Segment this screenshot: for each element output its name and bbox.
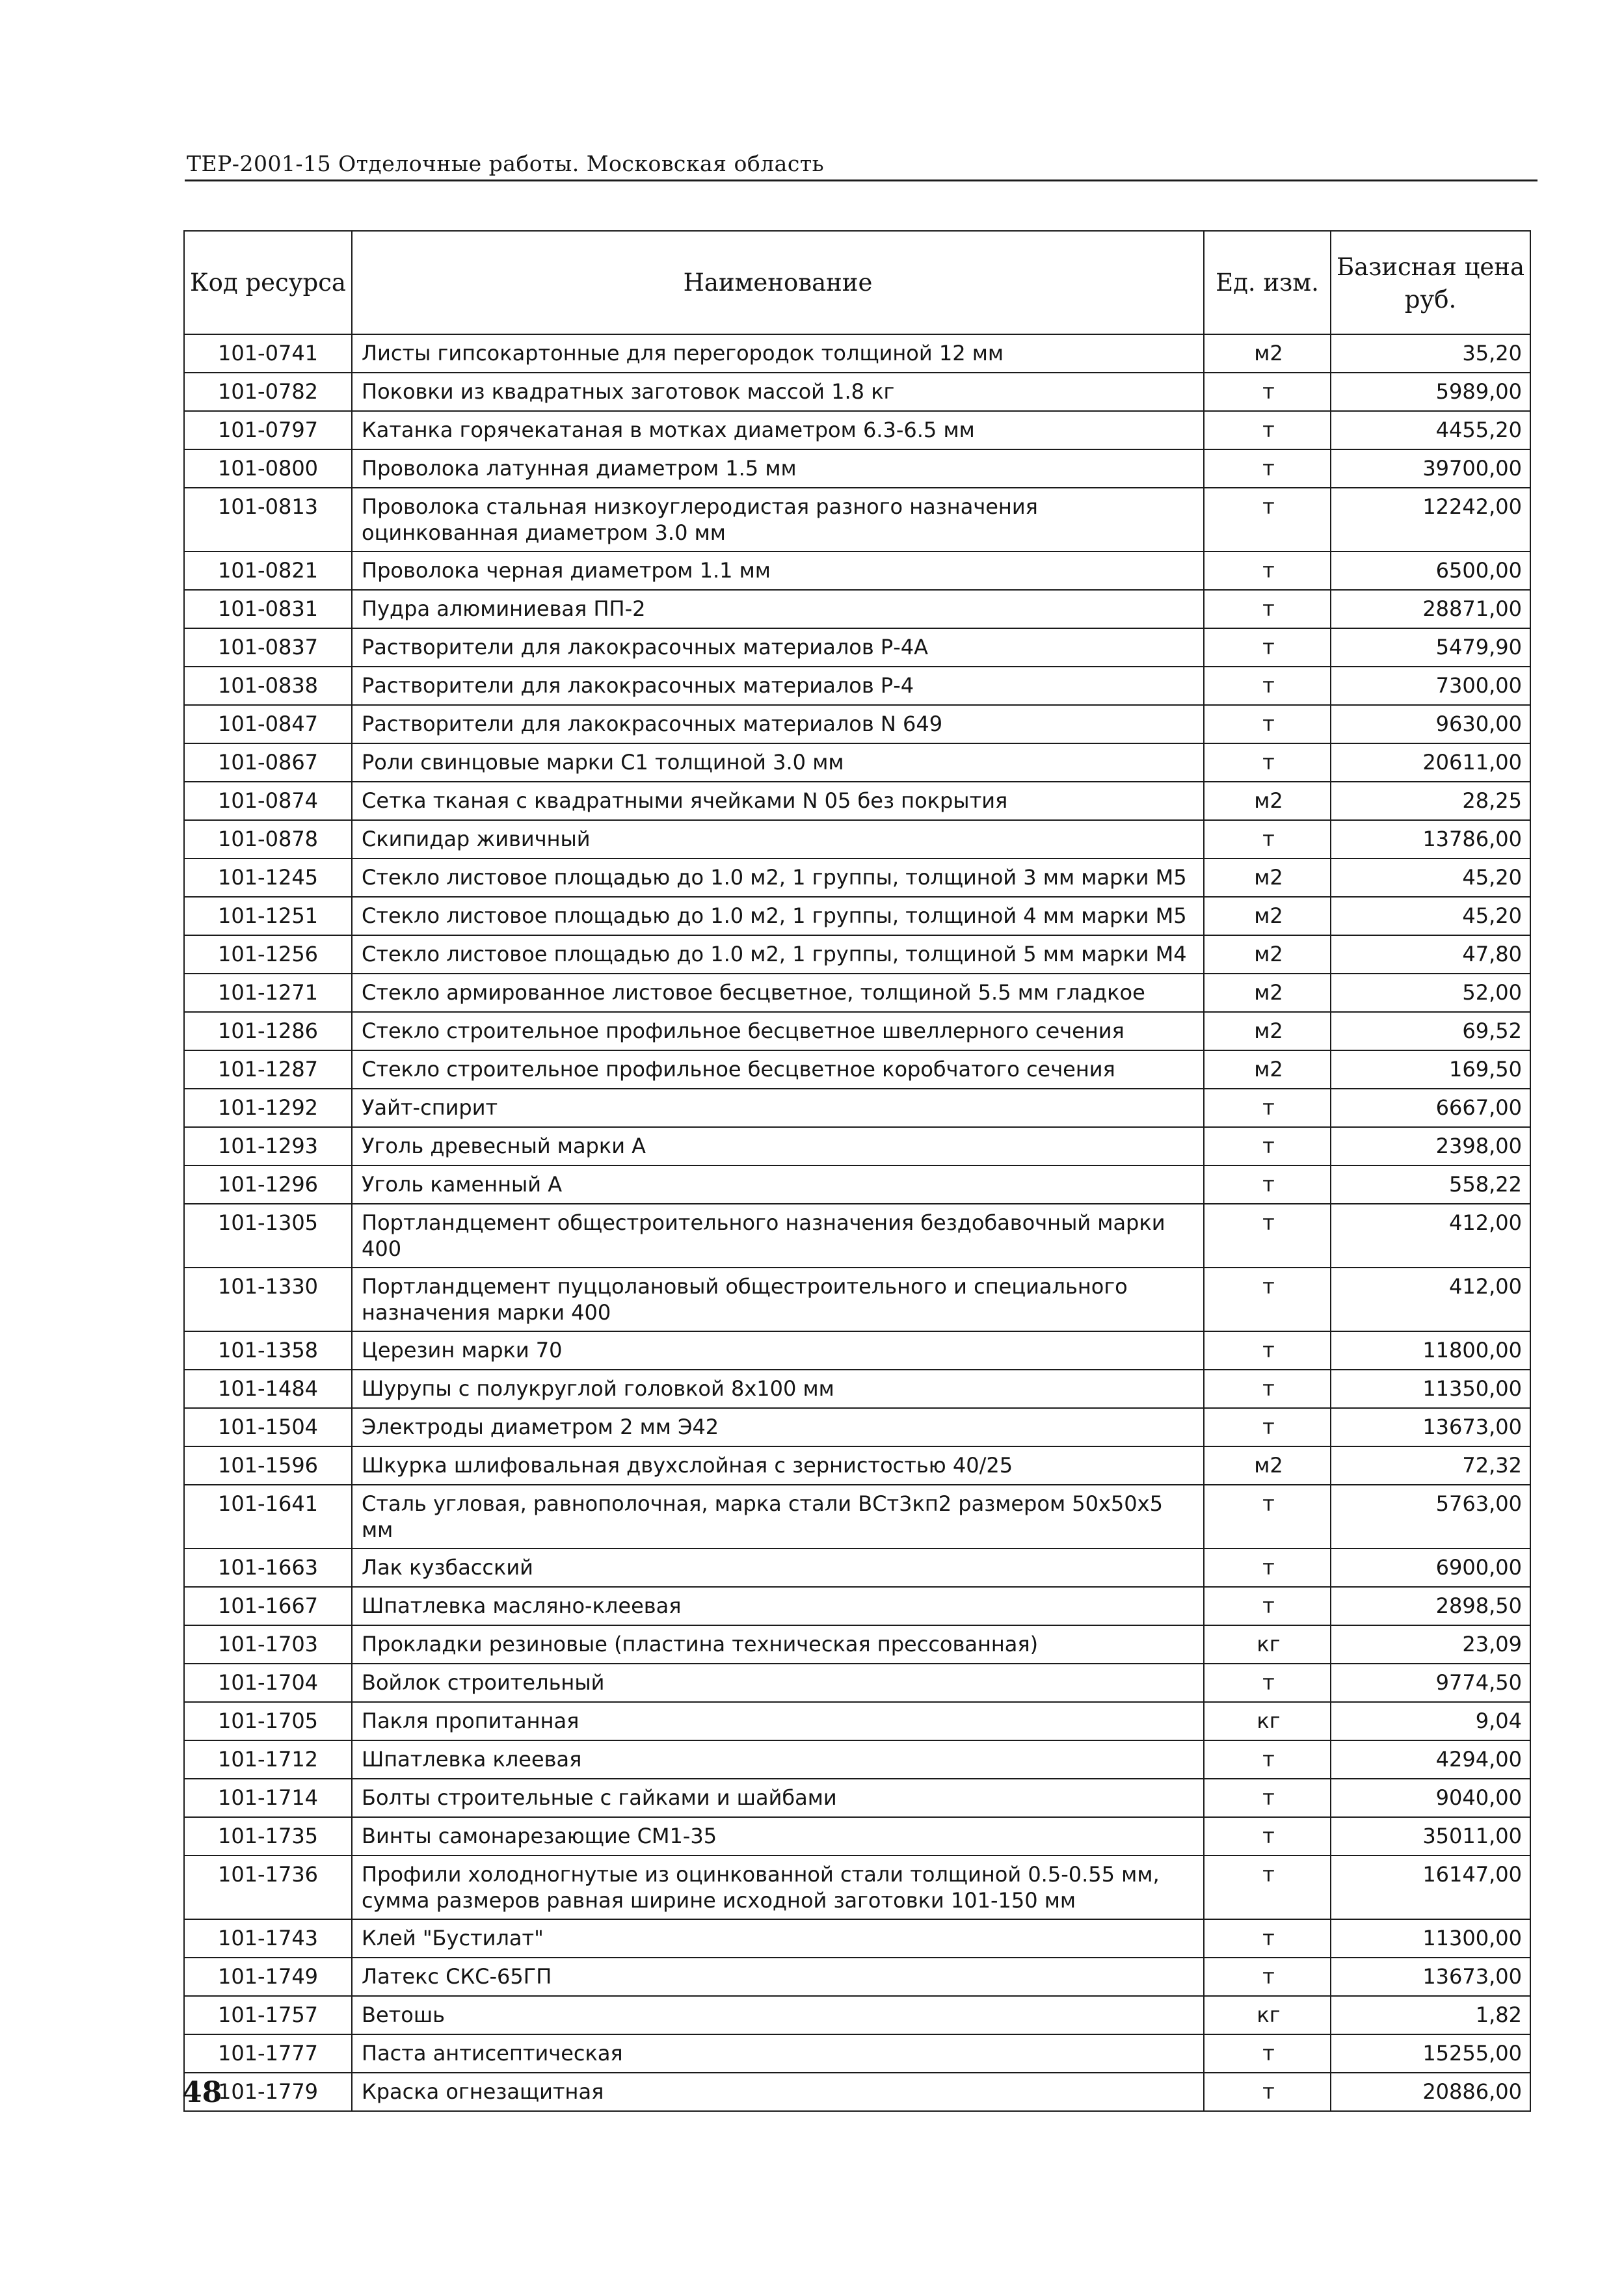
cell-price: 7300,00 [1331,667,1530,705]
cell-code: 101-0821 [184,552,352,590]
table-row [184,488,1530,552]
cell-code: 101-1749 [184,1958,352,1996]
table-row [184,1549,1530,1587]
cell-code: 101-1251 [184,897,352,935]
cell-name: Краска огнезащитная [352,2073,1204,2111]
cell-unit: т [1204,743,1331,782]
cell-code: 101-1292 [184,1089,352,1127]
cell-price: 6500,00 [1331,552,1530,590]
cell-price: 15255,00 [1331,2034,1530,2073]
cell-name: Лак кузбасский [352,1549,1204,1587]
table-row [184,1012,1530,1050]
cell-unit: м2 [1204,334,1331,373]
cell-price: 412,00 [1331,1204,1530,1268]
cell-name: Сетка тканая с квадратными ячейками N 05 без покрытия [352,782,1204,820]
table-row [184,1127,1530,1165]
cell-code: 101-1757 [184,1996,352,2034]
cell-price: 11350,00 [1331,1370,1530,1408]
cell-name: Сталь угловая, равнополочная, марка стали ВСт3кп2 размером 50х50х5 мм [352,1485,1204,1549]
table-row [184,1702,1530,1740]
cell-unit: т [1204,1856,1331,1919]
column-header-code: Код ресурса [184,231,352,334]
table-row [184,1408,1530,1446]
cell-unit: т [1204,1958,1331,1996]
table-row [184,1370,1530,1408]
table-row [184,1919,1530,1958]
cell-code: 101-1704 [184,1664,352,1702]
cell-name: Ветошь [352,1996,1204,2034]
cell-code: 101-1286 [184,1012,352,1050]
table-row [184,1856,1530,1919]
cell-unit: т [1204,1370,1331,1408]
cell-price: 5479,90 [1331,628,1530,667]
cell-code: 101-1714 [184,1779,352,1817]
cell-unit: т [1204,1549,1331,1587]
cell-unit: м2 [1204,858,1331,897]
table-row [184,1740,1530,1779]
cell-unit: т [1204,1127,1331,1165]
cell-name: Проволока латунная диаметром 1.5 мм [352,449,1204,488]
cell-unit: т [1204,411,1331,449]
cell-code: 101-1256 [184,935,352,974]
cell-name: Клей "Бустилат" [352,1919,1204,1958]
cell-price: 169,50 [1331,1050,1530,1089]
table-row [184,1165,1530,1204]
cell-name: Пудра алюминиевая ПП-2 [352,590,1204,628]
cell-unit: м2 [1204,1446,1331,1485]
cell-name: Уголь каменный А [352,1165,1204,1204]
cell-code: 101-1305 [184,1204,352,1268]
resource-price-table [183,230,1531,2112]
cell-unit: т [1204,1089,1331,1127]
table-row [184,2034,1530,2073]
cell-name: Растворители для лакокрасочных материалов N 649 [352,705,1204,743]
cell-unit: м2 [1204,935,1331,974]
table-row [184,1331,1530,1370]
table-row [184,1485,1530,1549]
cell-unit: м2 [1204,897,1331,935]
cell-name: Шурупы с полукруглой головкой 8х100 мм [352,1370,1204,1408]
cell-price: 558,22 [1331,1165,1530,1204]
table-row [184,1817,1530,1856]
cell-code: 101-1504 [184,1408,352,1446]
cell-name: Растворители для лакокрасочных материалов Р-4А [352,628,1204,667]
table-row [184,449,1530,488]
cell-price: 11300,00 [1331,1919,1530,1958]
cell-price: 6667,00 [1331,1089,1530,1127]
cell-price: 4455,20 [1331,411,1530,449]
cell-code: 101-1293 [184,1127,352,1165]
table-row [184,897,1530,935]
table-row [184,628,1530,667]
cell-price: 20611,00 [1331,743,1530,782]
cell-price: 4294,00 [1331,1740,1530,1779]
table-row [184,1268,1530,1331]
cell-unit: т [1204,1817,1331,1856]
cell-name: Листы гипсокартонные для перегородок толщиной 12 мм [352,334,1204,373]
cell-code: 101-0797 [184,411,352,449]
table-row [184,2073,1530,2111]
cell-price: 20886,00 [1331,2073,1530,2111]
cell-name: Уайт-спирит [352,1089,1204,1127]
cell-price: 72,32 [1331,1446,1530,1485]
cell-price: 6900,00 [1331,1549,1530,1587]
cell-code: 101-1271 [184,974,352,1012]
table-row [184,334,1530,373]
cell-code: 101-1712 [184,1740,352,1779]
table-row [184,1204,1530,1268]
cell-price: 9,04 [1331,1702,1530,1740]
cell-code: 101-0831 [184,590,352,628]
table-row [184,667,1530,705]
cell-code: 101-1641 [184,1485,352,1549]
cell-name: Проволока черная диаметром 1.1 мм [352,552,1204,590]
cell-name: Катанка горячекатаная в мотках диаметром 6.3-6.5 мм [352,411,1204,449]
table-row [184,935,1530,974]
cell-name: Шпатлевка масляно-клеевая [352,1587,1204,1625]
cell-unit: т [1204,2073,1331,2111]
cell-price: 16147,00 [1331,1856,1530,1919]
table-row [184,1779,1530,1817]
cell-price: 9040,00 [1331,1779,1530,1817]
cell-price: 1,82 [1331,1996,1530,2034]
cell-code: 101-1287 [184,1050,352,1089]
table-row [184,705,1530,743]
cell-code: 101-1705 [184,1702,352,1740]
table-row [184,974,1530,1012]
cell-name: Паста антисептическая [352,2034,1204,2073]
cell-unit: т [1204,590,1331,628]
cell-price: 412,00 [1331,1268,1530,1331]
cell-code: 101-0878 [184,820,352,858]
table-row [184,1050,1530,1089]
page-number: 48 [182,2076,222,2109]
table-row [184,552,1530,590]
cell-code: 101-1743 [184,1919,352,1958]
cell-unit: т [1204,667,1331,705]
table-header-row [184,231,1530,334]
cell-price: 13673,00 [1331,1408,1530,1446]
cell-price: 13786,00 [1331,820,1530,858]
cell-price: 35,20 [1331,334,1530,373]
cell-name: Портландцемент пуццолановый общестроительного и специального назначения марки 400 [352,1268,1204,1331]
cell-name: Портландцемент общестроительного назначения бездобавочный марки 400 [352,1204,1204,1268]
cell-price: 45,20 [1331,858,1530,897]
cell-unit: т [1204,1331,1331,1370]
cell-name: Пакля пропитанная [352,1702,1204,1740]
cell-unit: м2 [1204,782,1331,820]
cell-code: 101-1703 [184,1625,352,1664]
cell-name: Церезин марки 70 [352,1331,1204,1370]
cell-unit: т [1204,1740,1331,1779]
cell-code: 101-0741 [184,334,352,373]
cell-price: 47,80 [1331,935,1530,974]
cell-name: Скипидар живичный [352,820,1204,858]
cell-name: Прокладки резиновые (пластина техническая прессованная) [352,1625,1204,1664]
cell-unit: т [1204,1664,1331,1702]
cell-price: 13673,00 [1331,1958,1530,1996]
cell-name: Растворители для лакокрасочных материалов Р-4 [352,667,1204,705]
cell-name: Стекло строительное профильное бесцветное коробчатого сечения [352,1050,1204,1089]
cell-unit: т [1204,628,1331,667]
cell-code: 101-1296 [184,1165,352,1204]
table-row [184,590,1530,628]
cell-unit: т [1204,2034,1331,2073]
cell-code: 101-0813 [184,488,352,552]
table-row [184,743,1530,782]
table-row [184,782,1530,820]
cell-code: 101-0867 [184,743,352,782]
cell-code: 101-1596 [184,1446,352,1485]
cell-name: Шкурка шлифовальная двухслойная с зернистостью 40/25 [352,1446,1204,1485]
cell-unit: т [1204,1779,1331,1817]
cell-name: Латекс СКС-65ГП [352,1958,1204,1996]
cell-code: 101-0800 [184,449,352,488]
cell-unit: т [1204,1204,1331,1268]
cell-code: 101-0874 [184,782,352,820]
cell-price: 69,52 [1331,1012,1530,1050]
cell-name: Электроды диаметром 2 мм Э42 [352,1408,1204,1446]
cell-price: 2898,50 [1331,1587,1530,1625]
cell-name: Стекло строительное профильное бесцветное швеллерного сечения [352,1012,1204,1050]
table-row [184,1446,1530,1485]
cell-unit: кг [1204,1702,1331,1740]
cell-code: 101-1779 [184,2073,352,2111]
cell-code: 101-0782 [184,373,352,411]
cell-unit: т [1204,1165,1331,1204]
cell-code: 101-0837 [184,628,352,667]
cell-code: 101-1735 [184,1817,352,1856]
cell-price: 52,00 [1331,974,1530,1012]
cell-code: 101-0847 [184,705,352,743]
column-header-price: Базисная цена руб. [1331,231,1530,334]
cell-unit: т [1204,1485,1331,1549]
cell-price: 9630,00 [1331,705,1530,743]
cell-price: 23,09 [1331,1625,1530,1664]
cell-unit: м2 [1204,1012,1331,1050]
cell-name: Стекло листовое площадью до 1.0 м2, 1 группы, толщиной 4 мм марки М5 [352,897,1204,935]
cell-unit: т [1204,552,1331,590]
cell-code: 101-1245 [184,858,352,897]
cell-unit: кг [1204,1625,1331,1664]
cell-price: 12242,00 [1331,488,1530,552]
cell-price: 2398,00 [1331,1127,1530,1165]
cell-price: 11800,00 [1331,1331,1530,1370]
cell-unit: т [1204,373,1331,411]
table-row [184,858,1530,897]
cell-price: 28871,00 [1331,590,1530,628]
table-row [184,1625,1530,1664]
table-body [184,334,1530,2111]
cell-price: 28,25 [1331,782,1530,820]
cell-name: Винты самонарезающие СМ1-35 [352,1817,1204,1856]
cell-name: Роли свинцовые марки С1 толщиной 3.0 мм [352,743,1204,782]
cell-code: 101-1330 [184,1268,352,1331]
cell-code: 101-1736 [184,1856,352,1919]
cell-unit: т [1204,1919,1331,1958]
cell-unit: кг [1204,1996,1331,2034]
cell-name: Стекло листовое площадью до 1.0 м2, 1 группы, толщиной 3 мм марки М5 [352,858,1204,897]
cell-name: Поковки из квадратных заготовок массой 1.8 кг [352,373,1204,411]
table-row [184,1587,1530,1625]
header-divider [185,180,1537,181]
table-row [184,1958,1530,1996]
cell-price: 45,20 [1331,897,1530,935]
table-row [184,1996,1530,2034]
cell-unit: м2 [1204,974,1331,1012]
table-row [184,411,1530,449]
cell-price: 9774,50 [1331,1664,1530,1702]
cell-unit: т [1204,705,1331,743]
cell-code: 101-1358 [184,1331,352,1370]
column-header-unit: Ед. изм. [1204,231,1331,334]
cell-unit: т [1204,488,1331,552]
cell-code: 101-0838 [184,667,352,705]
table-row [184,373,1530,411]
cell-name: Войлок строительный [352,1664,1204,1702]
table-row [184,1664,1530,1702]
cell-unit: т [1204,1408,1331,1446]
table-row [184,820,1530,858]
cell-name: Стекло армированное листовое бесцветное, толщиной 5.5 мм гладкое [352,974,1204,1012]
cell-unit: т [1204,820,1331,858]
cell-price: 5989,00 [1331,373,1530,411]
cell-name: Проволока стальная низкоуглеродистая разного назначения оцинкованная диаметром 3.0 мм [352,488,1204,552]
cell-name: Стекло листовое площадью до 1.0 м2, 1 группы, толщиной 5 мм марки М4 [352,935,1204,974]
cell-code: 101-1777 [184,2034,352,2073]
cell-price: 39700,00 [1331,449,1530,488]
cell-name: Болты строительные с гайками и шайбами [352,1779,1204,1817]
cell-code: 101-1484 [184,1370,352,1408]
column-header-name: Наименование [352,231,1204,334]
cell-unit: т [1204,449,1331,488]
cell-price: 5763,00 [1331,1485,1530,1549]
cell-unit: т [1204,1268,1331,1331]
cell-unit: т [1204,1587,1331,1625]
cell-name: Шпатлевка клеевая [352,1740,1204,1779]
cell-price: 35011,00 [1331,1817,1530,1856]
cell-unit: м2 [1204,1050,1331,1089]
cell-name: Профили холодногнутые из оцинкованной стали толщиной 0.5-0.55 мм, сумма размеров равная ширине исходной заготовки 101-150 мм [352,1856,1204,1919]
document-header: ТЕР-2001-15 Отделочные работы. Московская область [187,151,825,176]
cell-code: 101-1663 [184,1549,352,1587]
cell-name: Уголь древесный марки А [352,1127,1204,1165]
table-row [184,1089,1530,1127]
cell-code: 101-1667 [184,1587,352,1625]
